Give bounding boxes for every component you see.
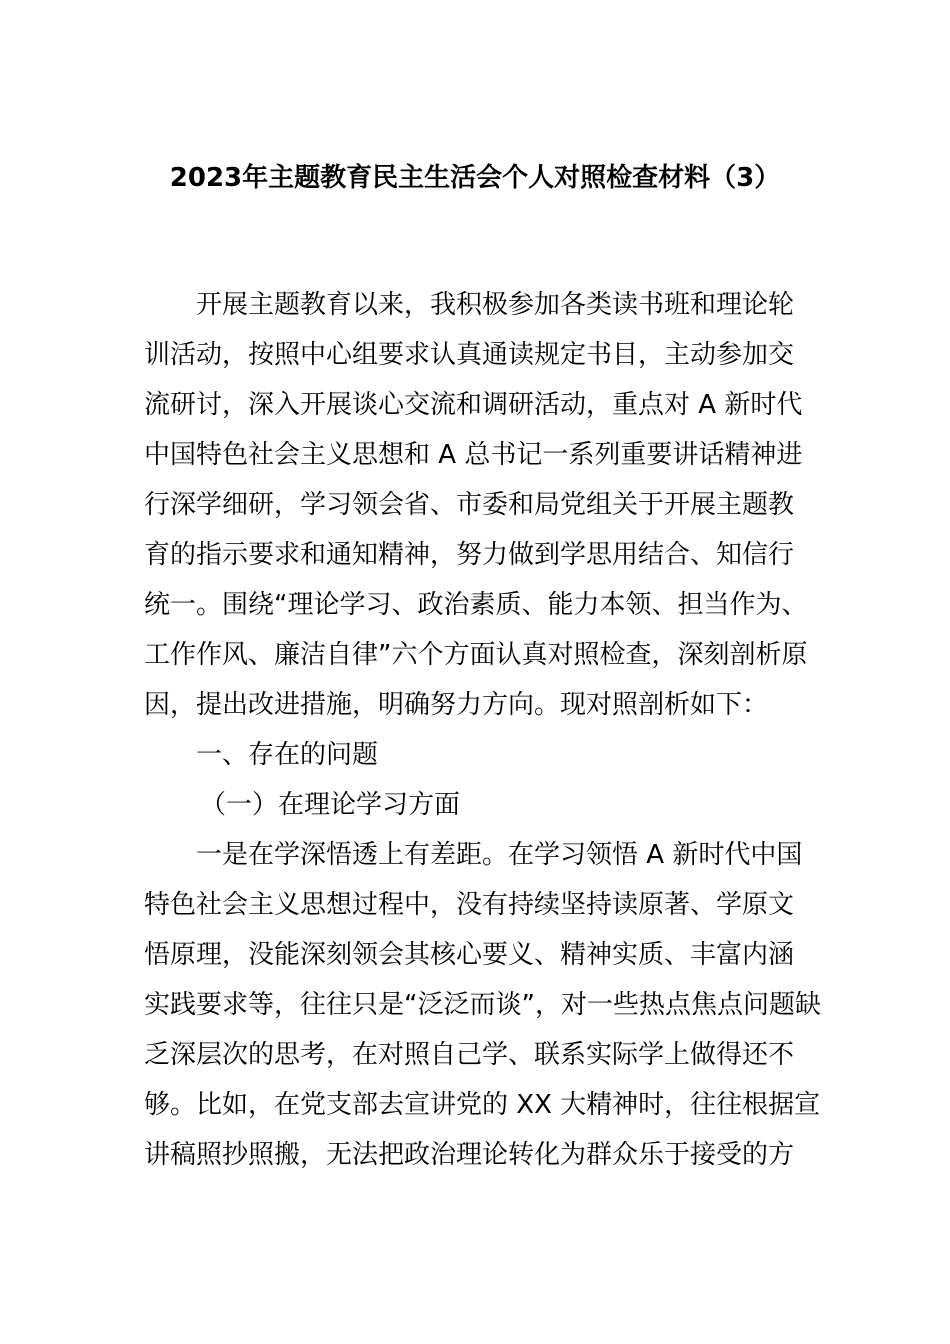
paragraph-line: 工作作风、廉洁自律”六个方面认真对照检查，深刻剖析原 — [144, 640, 808, 670]
paragraph-line: 悟原理，没能深刻领会其核心要义、精神实质、丰富内涵 — [144, 940, 795, 970]
paragraph-line: 乏深层次的思考，在对照自己学、联系实际学上做得还不 — [144, 1040, 795, 1070]
paragraph-line: 因，提出改进措施，明确努力方向。现对照剖析如下： — [144, 690, 769, 720]
paragraph-line: 讲稿照抄照搬，无法把政治理论转化为群众乐于接受的方 — [144, 1140, 795, 1170]
document-body — [144, 280, 824, 1180]
paragraph-line: 育的指示要求和通知精神，努力做到学思用结合、知信行 — [144, 540, 795, 570]
paragraph-line: 统一。围绕“理论学习、政治素质、能力本领、担当作为、 — [144, 590, 808, 620]
document-title: 2023年主题教育民主生活会个人对照检查材料（3） — [169, 163, 781, 193]
section-heading: 一、存在的问题 — [196, 740, 379, 770]
paragraph-line: 一是在学深悟透上有差距。在学习领悟 A 新时代中国 — [196, 840, 803, 870]
paragraph-line: 开展主题教育以来，我积极参加各类读书班和理论轮 — [196, 290, 795, 320]
paragraph-line: 够。比如，在党支部去宣讲党的 XX 大精神时，往往根据宣 — [144, 1090, 821, 1120]
paragraph-line: 实践要求等，往往只是“泛泛而谈”，对一些热点焦点问题缺 — [144, 990, 821, 1020]
paragraph-line: 行深学细研，学习领会省、市委和局党组关于开展主题教 — [144, 490, 795, 520]
subsection-heading: （一）在理论学习方面 — [200, 790, 461, 820]
paragraph-line: 特色社会主义思想过程中，没有持续坚持读原著、学原文 — [144, 890, 795, 920]
paragraph-line: 训活动，按照中心组要求认真通读规定书目，主动参加交 — [144, 340, 795, 370]
paragraph-line: 流研讨，深入开展谈心交流和调研活动，重点对 A 新时代 — [144, 390, 803, 420]
paragraph-line: 中国特色社会主义思想和 A 总书记一系列重要讲话精神进 — [144, 440, 803, 470]
